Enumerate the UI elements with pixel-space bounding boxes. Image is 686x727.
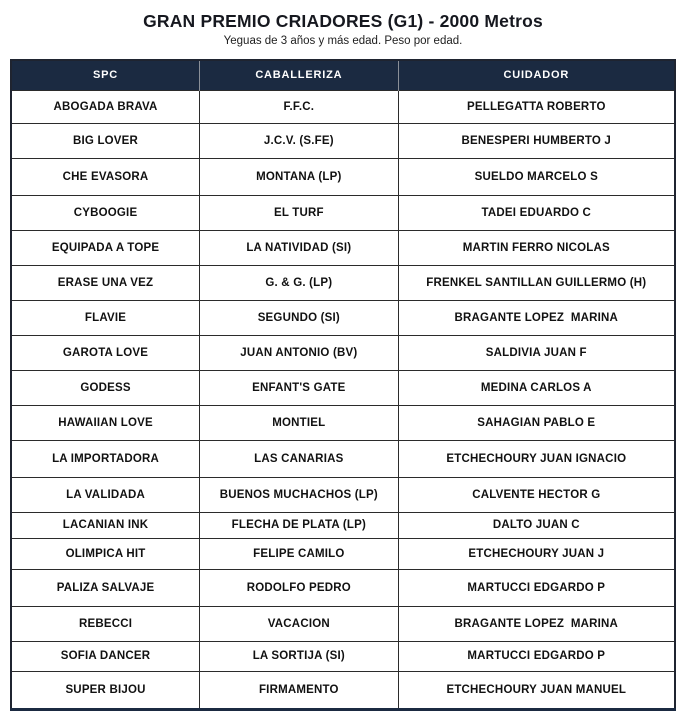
cell-cuidador: BRAGANTE LOPEZ MARINA	[398, 606, 675, 641]
table-row	[11, 512, 675, 538]
cell-caballeriza: JUAN ANTONIO (BV)	[200, 335, 399, 370]
cell-caballeriza: FIRMAMENTO	[200, 671, 399, 709]
cell-spc: FLAVIE	[11, 300, 200, 335]
cell-spc: PALIZA SALVAJE	[11, 569, 200, 606]
cell-caballeriza: LAS CANARIAS	[200, 440, 399, 477]
cell-cuidador: DALTO JUAN C	[398, 512, 675, 538]
cell-caballeriza: FLECHA DE PLATA (LP)	[200, 512, 399, 538]
cell-caballeriza: EL TURF	[200, 195, 399, 230]
cell-spc: GAROTA LOVE	[11, 335, 200, 370]
cell-spc: CYBOOGIE	[11, 195, 200, 230]
cell-spc: SOFIA DANCER	[11, 641, 200, 671]
table-row	[11, 265, 675, 300]
column-header-caballeriza: CABALLERIZA	[200, 60, 399, 90]
cell-cuidador: PELLEGATTA ROBERTO	[398, 90, 675, 123]
table-row	[11, 440, 675, 477]
cell-cuidador: BENESPERI HUMBERTO J	[398, 123, 675, 158]
cell-caballeriza: MONTIEL	[200, 405, 399, 440]
cell-cuidador: ETCHECHOURY JUAN J	[398, 538, 675, 569]
page-subtitle: Yeguas de 3 años y más edad. Peso por edad.	[223, 35, 463, 47]
table-row	[11, 671, 675, 709]
table-row	[11, 538, 675, 569]
table-row	[11, 641, 675, 671]
cell-spc: CHE EVASORA	[11, 158, 200, 195]
cell-cuidador: ETCHECHOURY JUAN IGNACIO	[398, 440, 675, 477]
cell-spc: OLIMPICA HIT	[11, 538, 200, 569]
table-row	[11, 477, 675, 512]
cell-cuidador: ETCHECHOURY JUAN MANUEL	[398, 671, 675, 709]
cell-cuidador: SALDIVIA JUAN F	[398, 335, 675, 370]
cell-cuidador: MARTUCCI EDGARDO P	[398, 569, 675, 606]
table-row	[11, 405, 675, 440]
cell-cuidador: TADEI EDUARDO C	[398, 195, 675, 230]
table-row	[11, 300, 675, 335]
cell-spc: BIG LOVER	[11, 123, 200, 158]
cell-spc: ERASE UNA VEZ	[11, 265, 200, 300]
cell-caballeriza: MONTANA (LP)	[200, 158, 399, 195]
column-header-spc: SPC	[11, 60, 200, 90]
table-row	[11, 335, 675, 370]
cell-cuidador: MEDINA CARLOS A	[398, 370, 675, 405]
table-row	[11, 90, 675, 123]
cell-cuidador: SAHAGIAN PABLO E	[398, 405, 675, 440]
cell-cuidador: CALVENTE HECTOR G	[398, 477, 675, 512]
cell-caballeriza: RODOLFO PEDRO	[200, 569, 399, 606]
cell-spc: LA VALIDADA	[11, 477, 200, 512]
cell-caballeriza: J.C.V. (S.FE)	[200, 123, 399, 158]
cell-caballeriza: F.F.C.	[200, 90, 399, 123]
cell-spc: SUPER BIJOU	[11, 671, 200, 709]
cell-spc: LACANIAN INK	[11, 512, 200, 538]
cell-spc: GODESS	[11, 370, 200, 405]
cell-cuidador: MARTIN FERRO NICOLAS	[398, 230, 675, 265]
cell-caballeriza: LA NATIVIDAD (SI)	[200, 230, 399, 265]
cell-spc: EQUIPADA A TOPE	[11, 230, 200, 265]
table-row	[11, 123, 675, 158]
cell-spc: REBECCI	[11, 606, 200, 641]
cell-cuidador: BRAGANTE LOPEZ MARINA	[398, 300, 675, 335]
table-row	[11, 195, 675, 230]
cell-caballeriza: LA SORTIJA (SI)	[200, 641, 399, 671]
column-header-cuidador: CUIDADOR	[398, 60, 675, 90]
table-row	[11, 230, 675, 265]
cell-cuidador: FRENKEL SANTILLAN GUILLERMO (H)	[398, 265, 675, 300]
cell-caballeriza: VACACION	[200, 606, 399, 641]
table-row	[11, 158, 675, 195]
cell-cuidador: MARTUCCI EDGARDO P	[398, 641, 675, 671]
table-row	[11, 569, 675, 606]
cell-spc: ABOGADA BRAVA	[11, 90, 200, 123]
cell-caballeriza: ENFANT'S GATE	[200, 370, 399, 405]
table-row	[11, 370, 675, 405]
cell-spc: HAWAIIAN LOVE	[11, 405, 200, 440]
cell-spc: LA IMPORTADORA	[11, 440, 200, 477]
entries-table	[10, 59, 676, 711]
table-header	[11, 60, 675, 90]
cell-caballeriza: SEGUNDO (SI)	[200, 300, 399, 335]
cell-caballeriza: BUENOS MUCHACHOS (LP)	[200, 477, 399, 512]
cell-caballeriza: FELIPE CAMILO	[200, 538, 399, 569]
table-row	[11, 606, 675, 641]
table-header-row	[11, 60, 675, 90]
table-body	[11, 90, 675, 709]
page-title: GRAN PREMIO CRIADORES (G1) - 2000 Metros	[143, 11, 543, 31]
cell-cuidador: SUELDO MARCELO S	[398, 158, 675, 195]
cell-caballeriza: G. & G. (LP)	[200, 265, 399, 300]
